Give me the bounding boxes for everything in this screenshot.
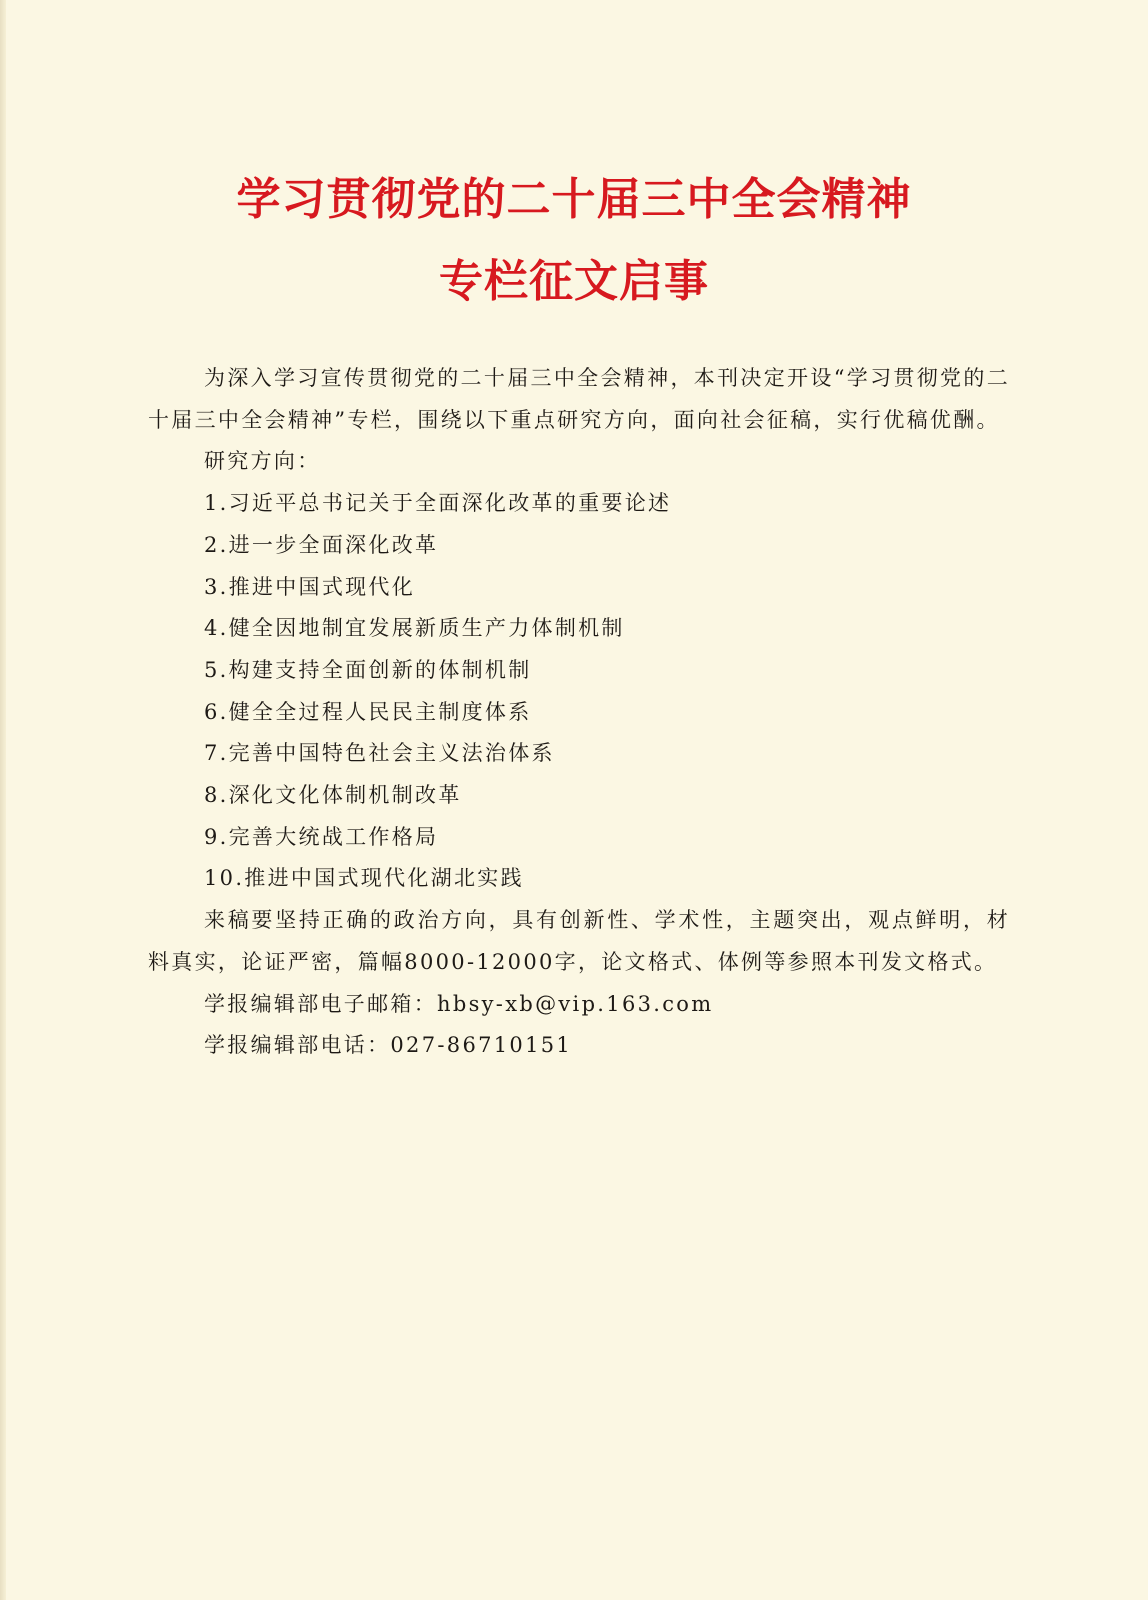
page-title-line-1: 学习贯彻党的二十届三中全会精神 — [236, 174, 912, 225]
list-item: 2.进一步全面深化改革 — [204, 532, 439, 557]
contact-email: 学报编辑部电子邮箱：hbsy-xb@vip.163.com — [204, 991, 714, 1016]
page-title-line-2: 专栏征文启事 — [439, 256, 709, 307]
requirements-paragraph: 来稿要坚持正确的政治方向，具有创新性、学术性，主题突出，观点鲜明，材料真实，论证严密，篇幅8000-12000字，论文格式、体例等参照本刊发文格式。 — [148, 908, 1010, 974]
directions-heading: 研究方向： — [204, 449, 321, 474]
list-item: 7.完善中国特色社会主义法治体系 — [204, 741, 555, 766]
list-item: 8.深化文化体制机制改革 — [204, 783, 462, 808]
document-body — [148, 358, 1010, 1067]
list-item: 5.构建支持全面创新的体制机制 — [204, 657, 532, 682]
list-item: 6.健全全过程人民民主制度体系 — [204, 699, 532, 724]
list-item: 10.推进中国式现代化湖北实践 — [204, 866, 524, 891]
directions-list — [148, 483, 1010, 900]
list-item: 1.习近平总书记关于全面深化改革的重要论述 — [204, 491, 672, 516]
list-item: 3.推进中国式现代化 — [204, 574, 416, 599]
list-item: 4.健全因地制宜发展新质生产力体制机制 — [204, 616, 625, 641]
list-item: 9.完善大统战工作格局 — [204, 824, 439, 849]
contact-phone: 学报编辑部电话：027-86710151 — [204, 1033, 573, 1058]
intro-paragraph: 为深入学习宣传贯彻党的二十届三中全会精神，本刊决定开设“学习贯彻党的二十届三中全会精神”专栏，围绕以下重点研究方向，面向社会征稿，实行优稿优酬。 — [148, 366, 1010, 432]
